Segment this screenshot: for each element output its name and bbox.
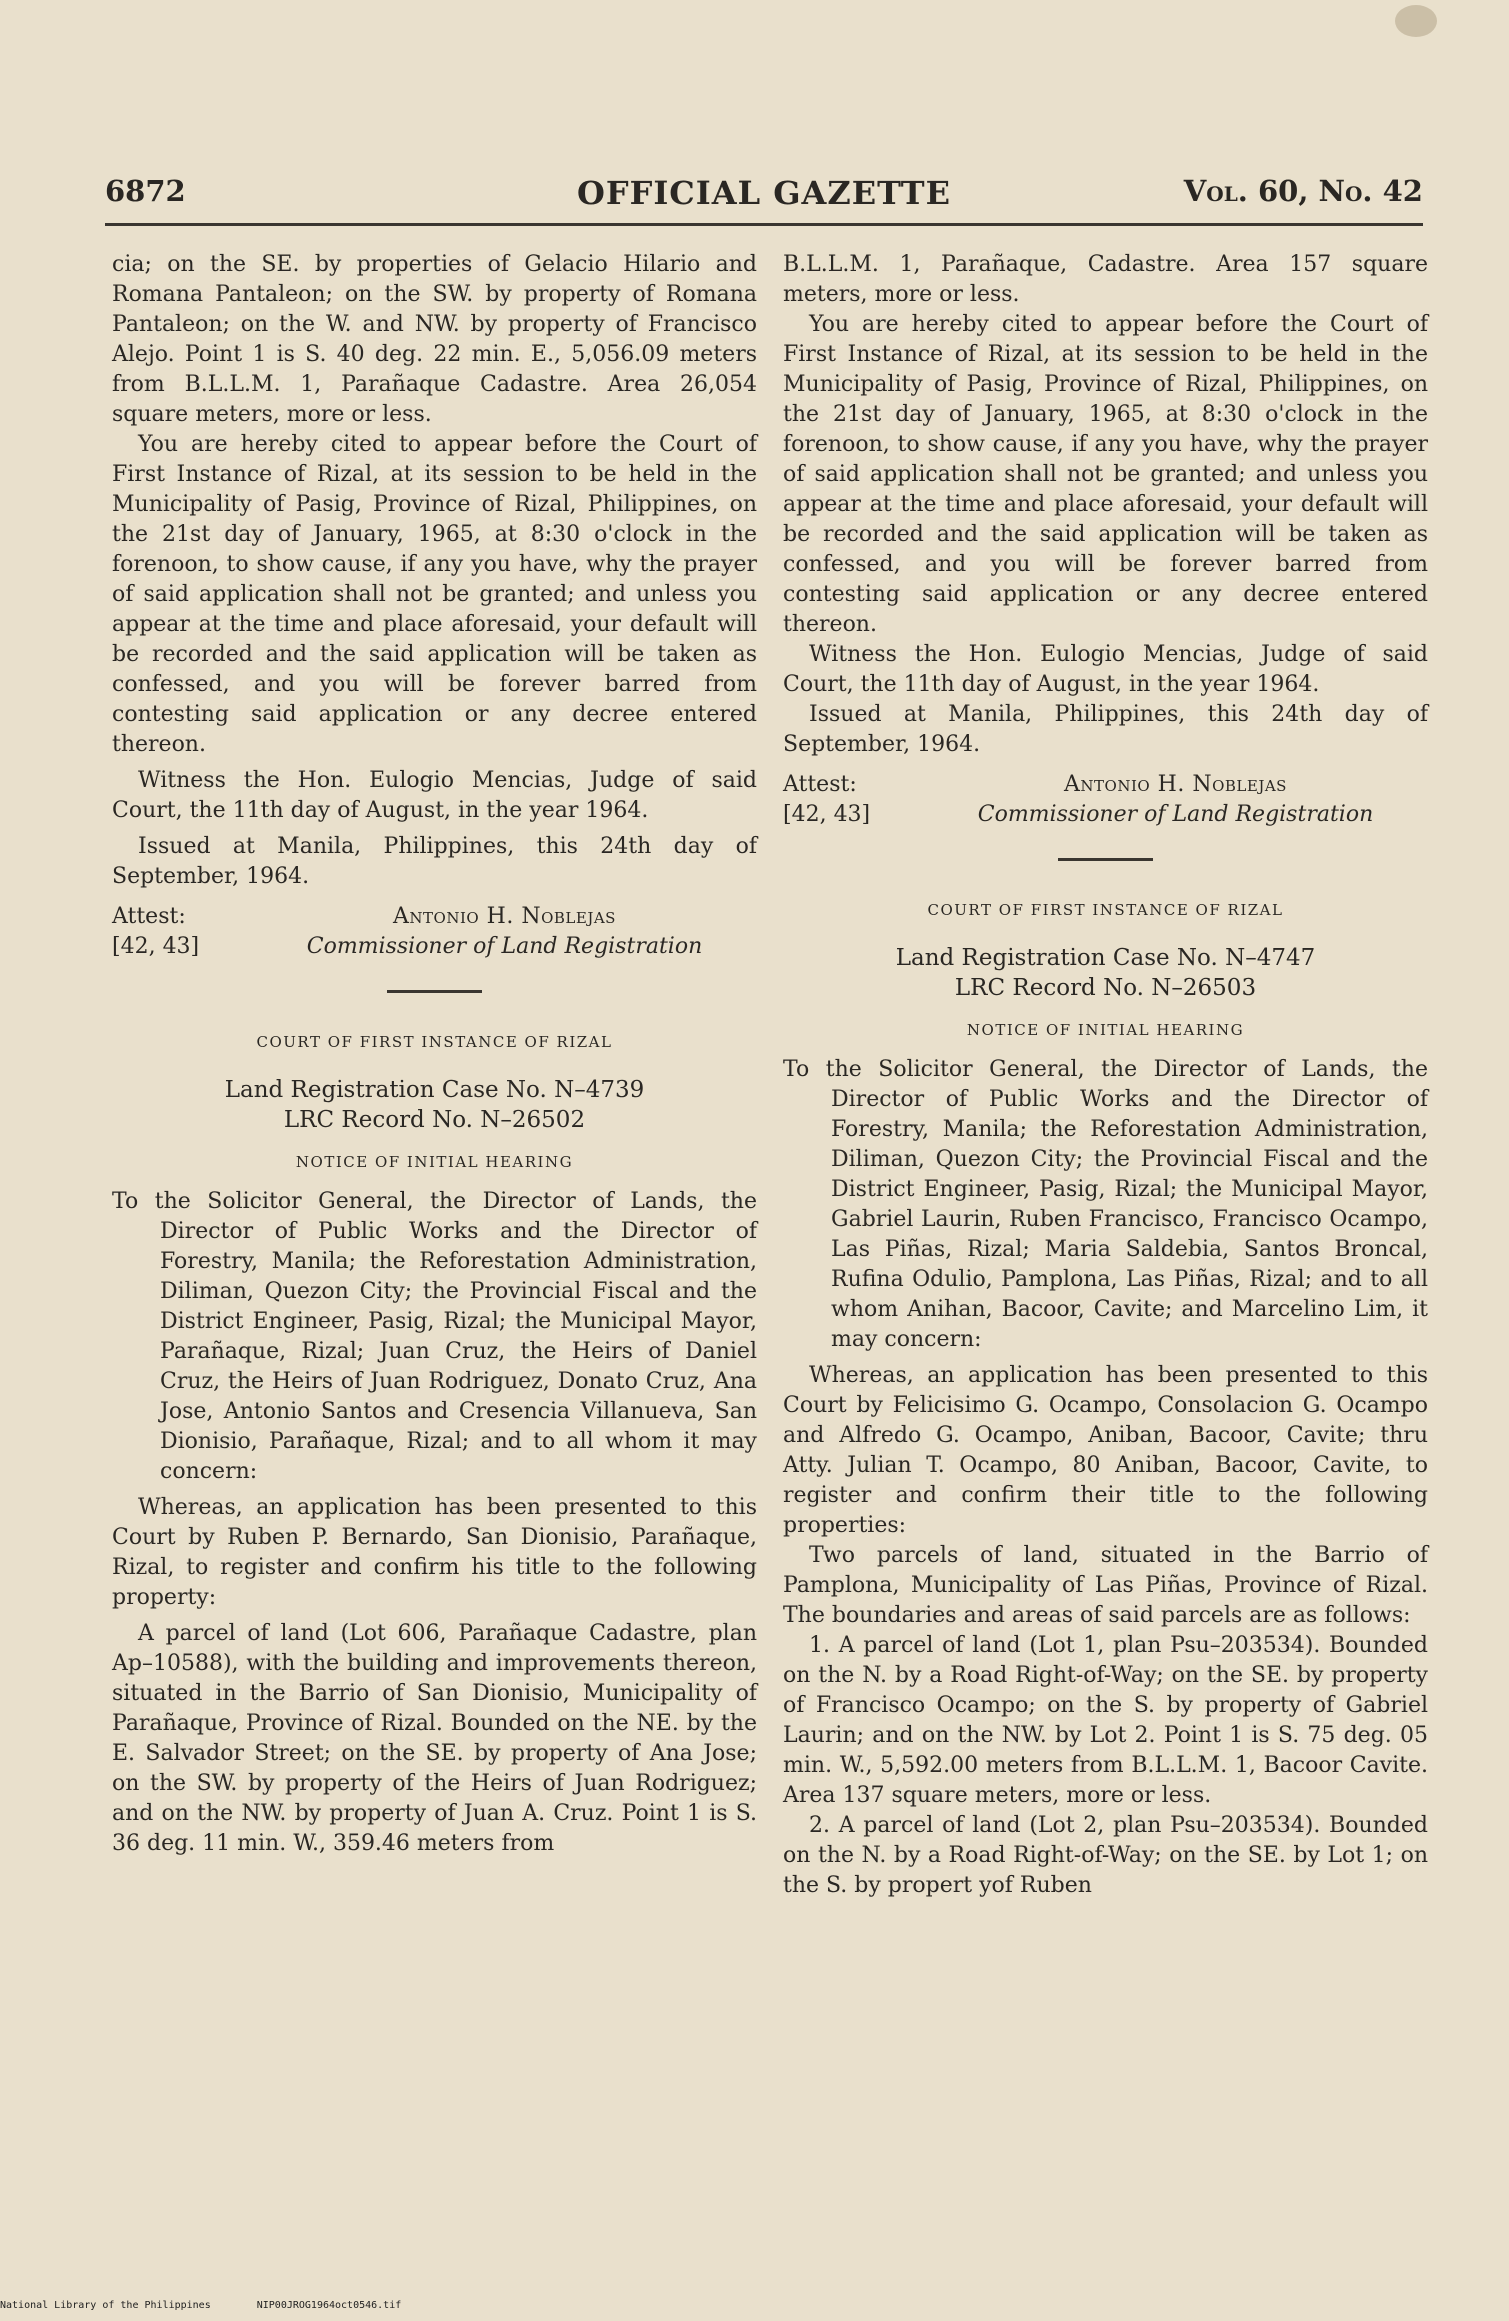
paragraph: You are hereby cited to appear before the Court of First Instance of Rizal, at its session to be held in the Municipality of Pasig, Province of Rizal, Philippines, on the 21st day of January, 1965, at 8:30 o'clock in the forenoon, to show cause, if any you have, why the prayer of said application shall not be granted; and unless you appear at the time and place aforesaid, your default will be recorded and the said application will be taken as confessed, and you will be forever barred from contesting said application or any decree entered thereon.	[783, 312, 1428, 637]
notice-heading: NOTICE OF INITIAL HEARING	[295, 1153, 574, 1171]
attestation	[783, 770, 1428, 830]
paragraph: Issued at Manila, Philippines, this 24th day of September, 1964.	[783, 702, 1428, 757]
attest-title: Commissioner of Land Registration	[306, 934, 703, 959]
paragraph: Witness the Hon. Eulogio Mencias, Judge of said Court, the 11th day of August, in the year 1964.	[783, 642, 1428, 697]
section-divider	[1058, 858, 1153, 861]
attestation	[112, 902, 757, 962]
notice-addressees: To the Solicitor General, the Director of Lands, the Director of Public Works and the Director of Forestry, Manila; the Reforestation Administration, Diliman, Quezon City; the Provincial Fiscal and the District Engineer, Pasig, Rizal; the Municipal Mayor, Parañaque, Rizal; Juan Cruz, the Heirs of Daniel Cruz, the Heirs of Juan Rodriguez, Donato Cruz, Ana Jose, Antonio Santos and Cresencia Villanueva, San Dionisio, Parañaque, Rizal; and to all whom it may concern:	[112, 1189, 757, 1484]
paragraph: Witness the Hon. Eulogio Mencias, Judge of said Court, the 11th day of August, in the year 1964.	[112, 768, 757, 823]
attest-name: Antonio H. Noblejas	[1064, 772, 1287, 797]
paper-blemish	[1395, 5, 1437, 37]
paragraph: You are hereby cited to appear before the Court of First Instance of Rizal, at its session to be held in the Municipality of Pasig, Province of Rizal, Philippines, on the 21st day of January, 1965, at 8:30 o'clock in the forenoon, to show cause, if any you have, why the prayer of said application shall not be granted; and unless you appear at the time and place aforesaid, your default will be recorded and the said application will be taken as confessed, and you will be forever barred from contesting said application or any decree entered thereon.	[112, 432, 757, 757]
scan-footer	[0, 2300, 441, 2311]
paragraph: cia; on the SE. by properties of Gelacio Hilario and Romana Pantaleon; on the SW. by property of Romana Pantaleon; on the W. and NW. by property of Francisco Alejo. Point 1 is S. 40 deg. 22 min. E., 5,056.09 meters from B.L.L.M. 1, Parañaque Cadastre. Area 26,054 square meters, more or less.	[112, 252, 757, 427]
section-divider	[387, 990, 482, 993]
publication-title: OFFICIAL GAZETTE	[577, 174, 951, 212]
paragraph: 2. A parcel of land (Lot 2, plan Psu–203534). Bounded on the N. by a Road Right-of-Way; on the SE. by Lot 1; on the S. by propert yof Ruben	[783, 1813, 1428, 1898]
scan-filename: NIP00JROG1964oct0546.tif	[256, 2300, 402, 2311]
left-column	[112, 250, 757, 1859]
header-rule	[105, 223, 1423, 226]
paragraph: 1. A parcel of land (Lot 1, plan Psu–203534). Bounded on the N. by a Road Right-of-Way; on the SE. by property of Francisco Ocampo; on the S. by property of Gabriel Laurin; and on the NW. by Lot 2. Point 1 is S. 75 deg. 05 min. W., 5,592.00 meters from B.L.L.M. 1, Bacoor Cavite. Area 137 square meters, more or less.	[783, 1633, 1428, 1808]
paragraph: Whereas, an application has been presented to this Court by Ruben P. Bernardo, San Dionisio, Parañaque, Rizal, to register and confirm his title to the following property:	[112, 1495, 757, 1610]
library-credit: National Library of the Philippines	[0, 2300, 211, 2311]
attest-reference: [42, 43]	[112, 934, 200, 959]
attest-title: Commissioner of Land Registration	[977, 802, 1374, 827]
court-heading: COURT OF FIRST INSTANCE OF RIZAL	[927, 901, 1284, 919]
attest-label: Attest:	[112, 904, 186, 929]
right-column	[783, 250, 1428, 1901]
paragraph: Whereas, an application has been presented to this Court by Felicisimo G. Ocampo, Consolacion G. Ocampo and Alfredo G. Ocampo, Aniban, Bacoor, Cavite; thru Atty. Julian T. Ocampo, 80 Aniban, Bacoor, Cavite, to register and confirm their title to the following properties:	[783, 1363, 1428, 1538]
paragraph: B.L.L.M. 1, Parañaque, Cadastre. Area 157 square meters, more or less.	[783, 252, 1428, 307]
lrc-record-number: LRC Record No. N–26502	[283, 1107, 586, 1133]
court-heading: COURT OF FIRST INSTANCE OF RIZAL	[256, 1033, 613, 1051]
notice-heading: NOTICE OF INITIAL HEARING	[966, 1021, 1245, 1039]
lrc-record-number: LRC Record No. N–26503	[954, 975, 1257, 1001]
attest-reference: [42, 43]	[783, 802, 871, 827]
paragraph: A parcel of land (Lot 606, Parañaque Cadastre, plan Ap–10588), with the building and improvements thereon, situated in the Barrio of San Dionisio, Municipality of Parañaque, Province of Rizal. Bounded on the NE. by the E. Salvador Street; on the SE. by property of Ana Jose; on the SW. by property of the Heirs of Juan Rodriguez; and on the NW. by property of Juan A. Cruz. Point 1 is S. 36 deg. 11 min. W., 359.46 meters from	[112, 1621, 757, 1856]
page-number: 6872	[105, 174, 186, 208]
case-number: Land Registration Case No. N–4747	[895, 945, 1316, 971]
paragraph: Issued at Manila, Philippines, this 24th day of September, 1964.	[112, 834, 757, 889]
attest-name: Antonio H. Noblejas	[393, 904, 616, 929]
attest-label: Attest:	[783, 772, 857, 797]
notice-addressees: To the Solicitor General, the Director of Lands, the Director of Public Works and the Director of Forestry, Manila; the Reforestation Administration, Diliman, Quezon City; the Provincial Fiscal and the District Engineer, Pasig, Rizal; the Municipal Mayor, Gabriel Laurin, Ruben Francisco, Francisco Ocampo, Las Piñas, Rizal; Maria Saldebia, Santos Broncal, Rufina Odulio, Pamplona, Las Piñas, Rizal; and to all whom Anihan, Bacoor, Cavite; and Marcelino Lim, it may concern:	[783, 1057, 1428, 1352]
page-header	[105, 168, 1423, 218]
paragraph: Two parcels of land, situated in the Barrio of Pamplona, Municipality of Las Piñas, Province of Rizal. The boundaries and areas of said parcels are as follows:	[783, 1543, 1428, 1628]
volume-number: Vol. 60, No. 42	[1183, 174, 1423, 208]
case-number: Land Registration Case No. N–4739	[224, 1077, 645, 1103]
